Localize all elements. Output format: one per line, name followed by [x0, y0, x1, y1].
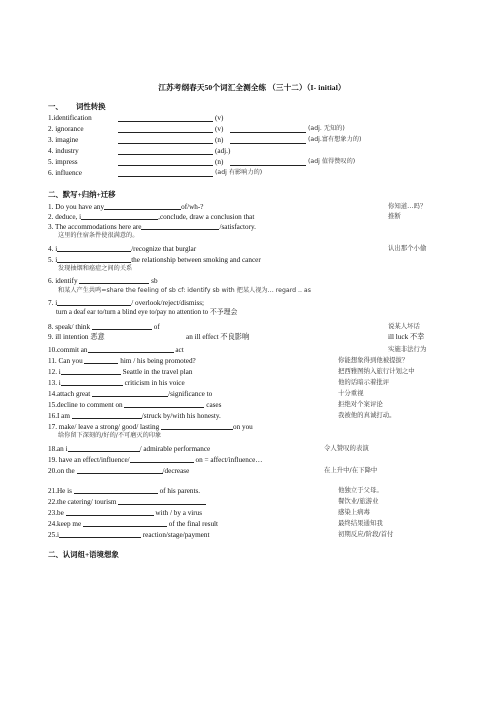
line-translation: 说某人坏话: [388, 322, 420, 330]
line-text: 3. The accommodations here are: [48, 223, 142, 231]
answer-blank[interactable]: [57, 298, 131, 306]
s2-line-17-translation: 给你留下深刻的/好的/不可磨灭的印象: [58, 432, 162, 439]
line-text: 11. Can you: [48, 357, 83, 365]
s2-line-24: [48, 519, 383, 528]
line-text: 14.attach great: [48, 390, 91, 398]
line-text: 4. i: [48, 245, 58, 253]
line-text: /significance to: [168, 390, 213, 398]
line-translation: 把西雅图纳入旅行计划之中: [338, 367, 415, 375]
s2-line-4: [48, 244, 427, 253]
line-text: reaction/stage/payment: [142, 531, 210, 539]
s2-line-7: [48, 298, 204, 307]
line-text: 18.an i: [48, 445, 68, 453]
answer-blank[interactable]: [57, 255, 131, 263]
s2-line-17: [48, 422, 253, 431]
line-translation: 他的话暗示着批评: [338, 378, 390, 386]
line-translation: 推断: [388, 212, 401, 220]
line-text: of the final result: [168, 520, 219, 528]
answer-blank[interactable]: [130, 455, 194, 463]
s2-line-3: [48, 222, 256, 231]
line-text: 5. i: [48, 256, 58, 264]
s2-line-20: [48, 466, 378, 475]
line-translation: 在上升中/在下降中: [324, 466, 378, 474]
s2-line-11: [48, 356, 409, 365]
s2-line-18: [48, 444, 369, 453]
line-text: 23.be: [48, 509, 64, 517]
s1-row-2: [48, 125, 345, 133]
s2-line-16: [48, 411, 396, 420]
answer-blank[interactable]: [118, 125, 213, 133]
line-translation: 认出那个小偷: [388, 244, 427, 252]
s2-line-7-note: turn a deaf ear to/turn a blind eye to/pay no attention to 不予理会: [56, 309, 238, 316]
answer-blank[interactable]: [61, 367, 121, 375]
line-text: 20.on the: [48, 467, 75, 475]
line-text: cases: [206, 401, 222, 409]
s1-pos: (n): [215, 136, 224, 144]
line-text: 1. Do you have any: [48, 203, 105, 211]
s1-row-3: [48, 136, 362, 144]
answer-blank[interactable]: [81, 212, 158, 220]
line-text: act: [175, 346, 184, 354]
answer-blank[interactable]: [92, 389, 168, 397]
line-text: 12. i: [48, 368, 61, 376]
s2-line-8: [48, 322, 420, 331]
s1-pos: (n): [215, 158, 224, 166]
line-translation: 你能想象得到他被提拔？: [338, 356, 409, 364]
answer-blank[interactable]: [161, 422, 233, 430]
s1-word: 3. imagine: [48, 136, 79, 144]
answer-blank[interactable]: [118, 158, 213, 166]
line-translation: 实施非法行为: [388, 345, 427, 353]
s1-word: 1.identification: [48, 114, 92, 122]
s2-line-6: [48, 276, 158, 285]
answer-blank[interactable]: [230, 125, 306, 133]
answer-blank[interactable]: [118, 169, 213, 177]
s2-line-12: [48, 367, 415, 376]
section3-heading: 二、认词组+语境想象: [48, 550, 119, 559]
line-text: 8. speak/ think: [48, 323, 91, 331]
line-text: 2. deduce, i: [48, 213, 82, 221]
s2-line-19: [48, 455, 262, 464]
answer-blank[interactable]: [57, 244, 131, 252]
s2-line-13: [48, 378, 390, 387]
line-text: 13. i: [48, 379, 61, 387]
line-translation: 最终结果通知我: [338, 519, 383, 527]
line-translation: 初期反应/阶段/首付: [338, 530, 394, 538]
s2-line-14: [48, 389, 364, 398]
s2-line-10: [48, 345, 427, 354]
s1-pos: (adj 有影响力的): [215, 169, 263, 176]
s2-line-21: [48, 486, 383, 495]
line-translation: ill luck 不幸: [388, 333, 425, 341]
line-translation: 十分重视: [338, 389, 364, 397]
line-text: 24.keep me: [48, 520, 82, 528]
line-text: 16.I am: [48, 412, 70, 420]
answer-blank[interactable]: [61, 378, 123, 386]
line-text: 21.He is: [48, 487, 72, 495]
answer-blank[interactable]: [83, 519, 167, 527]
line-text: /decrease: [162, 467, 190, 475]
answer-blank[interactable]: [230, 136, 306, 144]
s1-word: 2. ignorance: [48, 125, 84, 133]
line-translation: 拒绝对个案评论: [338, 400, 383, 408]
line-text: with / by a virus: [155, 509, 203, 517]
answer-blank[interactable]: [79, 276, 149, 284]
line-text: sb: [151, 277, 158, 285]
s1-pos: (adj.): [215, 147, 231, 155]
line-text: 17. make/ leave a strong/ good/ lasting: [48, 423, 160, 431]
line-text: ,conclude, draw a conclusion that: [158, 213, 255, 221]
line-text: on = affect/influence…: [195, 456, 263, 464]
line-text: 10.commit an: [48, 346, 88, 354]
section1-number: 一、: [48, 102, 63, 111]
answer-blank[interactable]: [66, 508, 154, 516]
line-translation: 你知道…吗？: [388, 202, 427, 210]
s1-word: 4. industry: [48, 147, 79, 155]
answer-blank[interactable]: [77, 466, 163, 474]
s2-line-6-note: 和某人产生共鸣=share the feeling of sb cf: identify sb with 把某人视为… regard .. as: [58, 287, 311, 294]
answer-blank[interactable]: [141, 222, 219, 230]
page-title: 江苏考纲春天50个词汇全测全练 （三十二）（I- initial）: [158, 83, 346, 92]
line-text: /satisfactory.: [219, 223, 256, 231]
line-text: of: [153, 323, 160, 331]
answer-blank[interactable]: [104, 202, 181, 210]
s1-word: 6. influence: [48, 169, 82, 177]
s1-note: (adj 值得赞叹的): [308, 158, 356, 165]
section1-title: 词性转换: [76, 102, 106, 111]
answer-blank[interactable]: [74, 486, 158, 494]
line-translation: 感染上病毒: [338, 508, 370, 516]
s1-note: (adj.富有想象力的): [308, 136, 362, 143]
s2-line-1: [48, 202, 427, 211]
line-text: the relationship between smoking and cancer: [131, 256, 261, 264]
answer-blank[interactable]: [118, 147, 213, 155]
s2-line-9: [48, 333, 425, 341]
s2-line-23: [48, 508, 370, 517]
line-text: 9. ill intention 恶意: [48, 333, 105, 341]
line-text: /struck by/with his honesty.: [141, 412, 221, 420]
answer-blank[interactable]: [88, 345, 174, 353]
answer-blank[interactable]: [230, 158, 306, 166]
line-text: / admirable performance: [139, 445, 211, 453]
line-translation: 他独立于父母。: [338, 486, 383, 494]
answer-blank[interactable]: [92, 322, 152, 330]
line-text: Seattle in the travel plan: [122, 368, 193, 376]
line-translation: 令人赞叹的表演: [324, 444, 369, 452]
line-text: / overlook/reject/dismiss;: [131, 299, 205, 307]
s2-line-3-translation: 这里的住宿条件使很满意的。: [58, 232, 139, 239]
line-text: of his parents.: [159, 487, 201, 495]
line-text: 25.i: [48, 531, 59, 539]
line-text: criticism in his voice: [124, 379, 185, 387]
s1-row-4: [48, 147, 231, 155]
answer-blank[interactable]: [124, 400, 204, 408]
line-text: 19. have an effect/influence/: [48, 456, 130, 464]
s2-line-25: [48, 530, 394, 539]
answer-blank[interactable]: [72, 411, 142, 419]
line-text: of/wh-?: [181, 203, 204, 211]
line-text: 22.the catering/ tourism: [48, 498, 117, 506]
line-text: /recognize that burglar: [131, 245, 197, 253]
s1-pos: (v): [215, 125, 224, 133]
section2-heading: 二、默写+归纳+迁移: [48, 190, 116, 199]
s1-row-5: [48, 158, 356, 166]
section1-heading: [48, 101, 106, 112]
s2-line-22: [48, 497, 379, 506]
line-text: on you: [232, 423, 253, 431]
line-text: 15.decline to comment on: [48, 401, 123, 409]
answer-blank[interactable]: [68, 444, 140, 452]
answer-blank[interactable]: [118, 136, 213, 144]
line-text: an ill effect 不良影响: [186, 333, 250, 341]
line-text: 7. i: [48, 299, 58, 307]
line-text: 6. identify: [48, 277, 78, 285]
s1-note: (adj. 无知的): [308, 125, 345, 132]
answer-blank[interactable]: [118, 497, 206, 505]
s1-pos: (v): [215, 114, 224, 122]
s2-line-5: [48, 255, 261, 264]
line-translation: 我被他的真诚打动。: [338, 411, 396, 419]
s1-row-6: [48, 169, 263, 177]
s1-word: 5. impress: [48, 158, 78, 166]
s2-line-15: [48, 400, 383, 409]
s1-row-1: [48, 114, 224, 122]
s2-line-5-translation: 发现抽烟和癌症之间的关系: [58, 265, 133, 272]
line-translation: 餐饮业/旅游业: [338, 497, 379, 505]
line-text: him / his being promoted?: [120, 357, 196, 365]
answer-blank[interactable]: [84, 356, 118, 364]
answer-blank[interactable]: [59, 530, 141, 538]
s2-line-2: [48, 212, 401, 221]
answer-blank[interactable]: [118, 114, 213, 122]
